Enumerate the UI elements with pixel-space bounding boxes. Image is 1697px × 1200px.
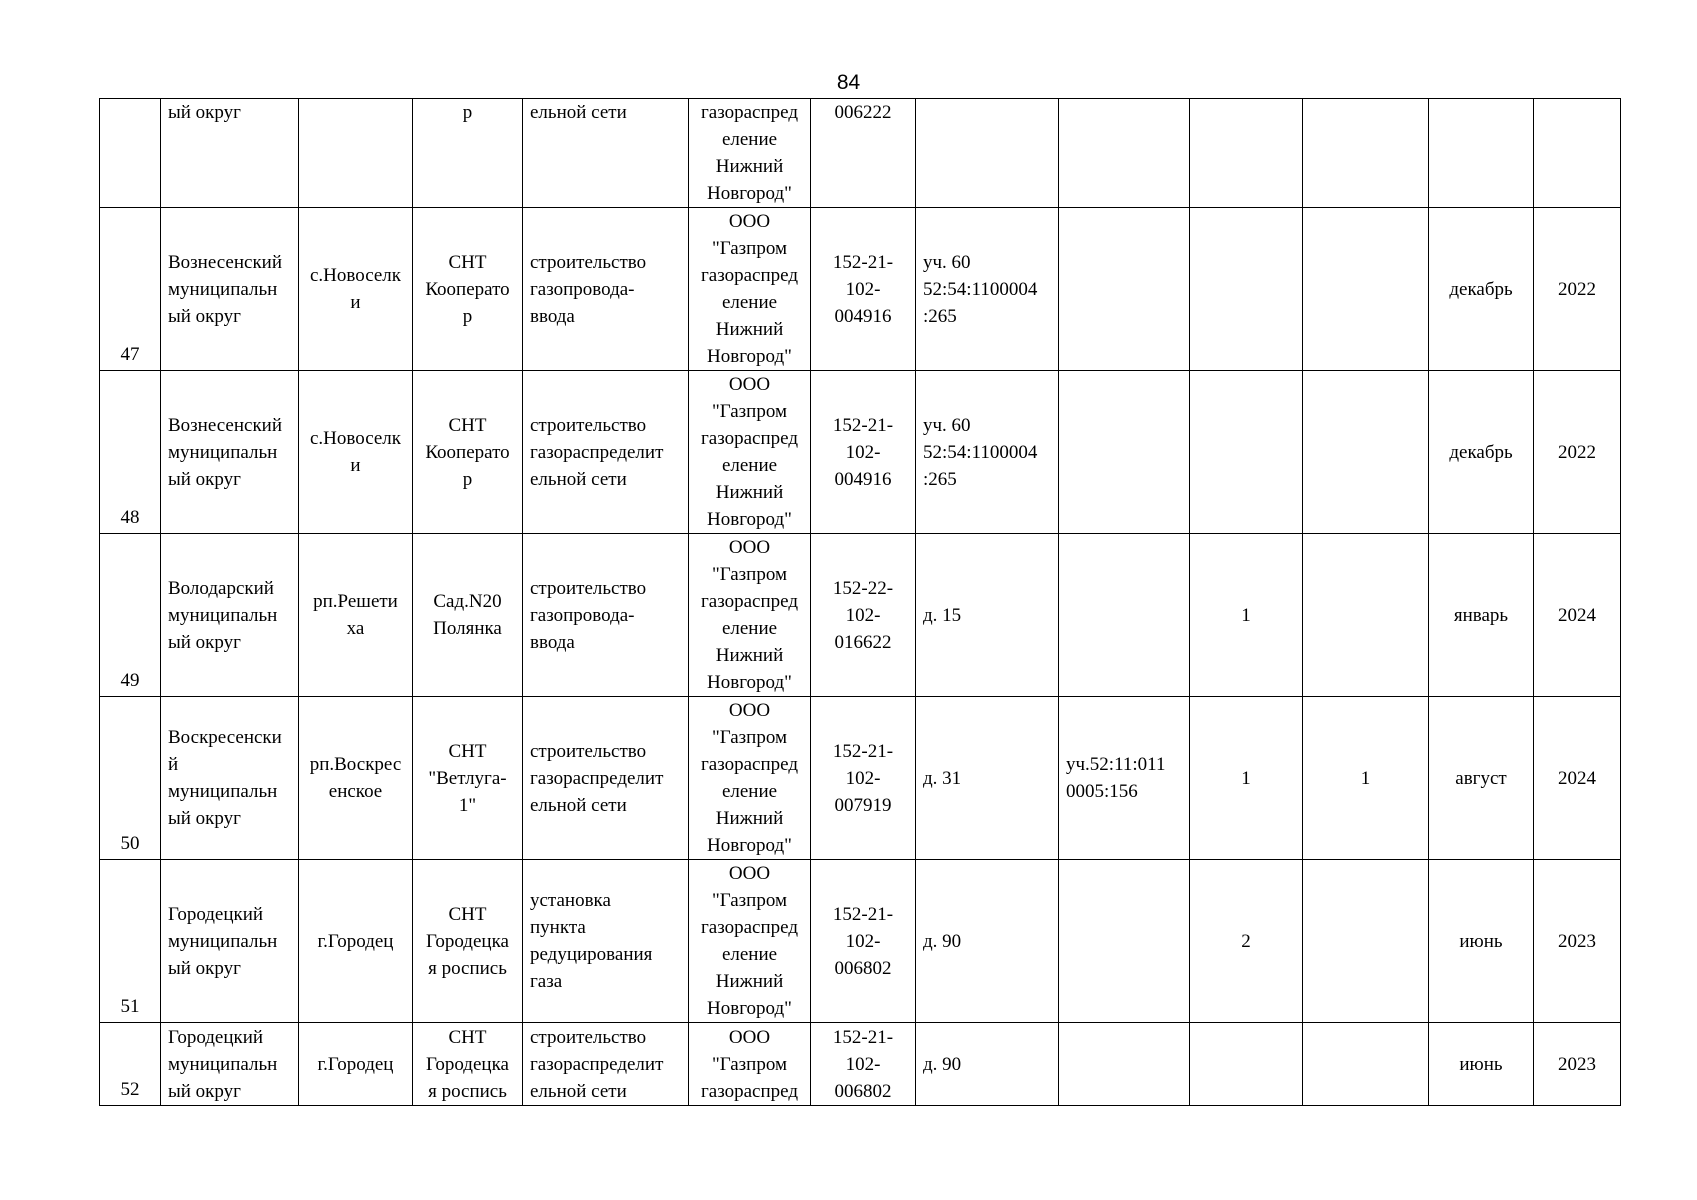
cell-year: 2022 [1534, 371, 1621, 534]
cell-application-code [811, 697, 916, 860]
cell-line: газораспред [700, 265, 798, 286]
cell-organization [689, 99, 811, 208]
cell-line: муниципальн [168, 278, 278, 300]
cell-organization [689, 697, 811, 860]
cell-line: Кооперато [425, 278, 510, 300]
cell-month: январь [1429, 534, 1534, 697]
cell-line: ООО [728, 1026, 771, 1048]
cell-line: енское [328, 781, 383, 802]
cell-line: 152-21- [832, 251, 894, 273]
cell-organization [689, 1023, 811, 1106]
cell-line: газораспределит [530, 767, 664, 789]
cell-snt [413, 1023, 523, 1106]
cell-district [161, 860, 299, 1023]
cell-organization [689, 371, 811, 534]
cell-line: ельной сети [530, 102, 627, 123]
cell-line: уч. 60 [923, 251, 971, 273]
cell-line: строительство [530, 251, 647, 273]
cell-plot [916, 208, 1059, 371]
cell-line: 006222 [834, 102, 892, 123]
cell-line: газораспределит [530, 441, 664, 463]
cell-cadastral [1059, 860, 1190, 1023]
cell-line: газораспред [700, 754, 798, 775]
cell-work-type [523, 208, 689, 371]
cell-application-code [811, 208, 916, 371]
cell-line: 102- [845, 441, 881, 463]
cell-count-2: 1 [1303, 697, 1429, 860]
cell-cadastral [1059, 534, 1190, 697]
cell-work-type [523, 534, 689, 697]
cell-district [161, 1023, 299, 1106]
cell-line: :265 [923, 468, 957, 490]
cell-line: газораспред [700, 1080, 798, 1102]
cell-line: 006802 [834, 1080, 892, 1102]
cell-organization [689, 860, 811, 1023]
cell-line: Городецкий [168, 903, 264, 925]
cell-line: 152-21- [832, 1026, 894, 1048]
cell-row-number [100, 99, 161, 208]
cell-line: СНТ [448, 1026, 487, 1048]
cell-district [161, 208, 299, 371]
table-body [100, 99, 1621, 1106]
cell-line: ООО [728, 537, 771, 558]
cell-count-2 [1303, 1023, 1429, 1106]
cell-settlement [299, 860, 413, 1023]
cell-line: газораспред [700, 428, 798, 449]
cell-count-1 [1190, 371, 1303, 534]
table-row [100, 371, 1621, 534]
cell-row-number: 48 [100, 371, 161, 534]
cell-line: Нижний [715, 971, 784, 992]
cell-line: 016622 [834, 631, 892, 653]
cell-line: Вознесенский [168, 414, 283, 436]
cell-settlement [299, 371, 413, 534]
cell-row-number: 51 [100, 860, 161, 1023]
cell-plot [916, 697, 1059, 860]
cell-line: муниципальн [168, 1053, 278, 1075]
cell-line: 004916 [834, 468, 892, 490]
cell-line: муниципальн [168, 930, 278, 952]
cell-month: декабрь [1429, 371, 1534, 534]
cell-settlement [299, 1023, 413, 1106]
cell-line: газораспределит [530, 1053, 664, 1075]
cell-line: Нижний [715, 156, 784, 177]
cell-year [1534, 99, 1621, 208]
cell-line: д. 31 [923, 767, 962, 789]
cell-month: декабрь [1429, 208, 1534, 371]
cell-application-code [811, 1023, 916, 1106]
cell-district [161, 697, 299, 860]
cell-snt [413, 534, 523, 697]
cell-line: "Газпром [711, 727, 788, 748]
cell-line: редуцирования [530, 944, 653, 965]
cell-line: газопровода- [530, 604, 635, 626]
cell-organization [689, 534, 811, 697]
cell-line: д. 15 [923, 604, 962, 626]
cell-row-number: 52 [100, 1023, 161, 1106]
cell-row-number: 50 [100, 697, 161, 860]
cell-work-type [523, 99, 689, 208]
cell-line: Сад.N20 [433, 591, 502, 612]
cell-line: я роспись [428, 1080, 507, 1102]
cell-line: Вознесенский [168, 251, 283, 273]
cell-line: газопровода- [530, 278, 635, 300]
cell-line: "Газпром [711, 401, 788, 422]
table-row [100, 860, 1621, 1023]
cell-line: Новгород" [707, 998, 792, 1019]
cell-line: 52:54:1100004 [923, 278, 1038, 300]
cell-line: ельной сети [530, 794, 627, 816]
cell-line: 006802 [834, 957, 892, 979]
cell-line: "Газпром [711, 238, 788, 259]
cell-line: "Газпром [711, 564, 788, 585]
cell-line: Новгород" [707, 183, 792, 204]
cell-month [1429, 99, 1534, 208]
cell-line: еление [721, 292, 778, 313]
cell-line: 102- [845, 930, 881, 952]
cell-line: уч.52:11:011 [1066, 754, 1166, 775]
cell-line: еление [721, 781, 778, 802]
cell-year: 2023 [1534, 860, 1621, 1023]
cell-line: ый округ [168, 468, 241, 490]
cell-line: г.Городец [317, 1053, 394, 1075]
cell-month: июнь [1429, 1023, 1534, 1106]
cell-line: строительство [530, 740, 647, 762]
cell-line: 152-21- [832, 414, 894, 436]
cell-line: ввода [530, 305, 575, 327]
cell-application-code [811, 534, 916, 697]
cell-line: г.Городец [317, 930, 394, 952]
cell-line: установка [530, 890, 611, 911]
cell-count-2 [1303, 371, 1429, 534]
cell-line: 007919 [834, 794, 892, 816]
cell-line: Городецкий [168, 1026, 264, 1048]
cell-line: с.Новоселк [309, 428, 402, 449]
cell-line: р [462, 468, 473, 490]
cell-line: "Ветлуга- [428, 767, 507, 789]
cell-line: ый округ [168, 1080, 241, 1102]
cell-line: газа [530, 971, 563, 992]
cell-snt [413, 208, 523, 371]
cell-year: 2024 [1534, 534, 1621, 697]
cell-row-number: 47 [100, 208, 161, 371]
cell-settlement [299, 99, 413, 208]
cell-line: рп.Решети [313, 591, 398, 612]
cell-line: ха [346, 618, 365, 639]
table-row [100, 1023, 1621, 1106]
cell-line: строительство [530, 1026, 647, 1048]
cell-line: 152-22- [832, 577, 894, 599]
cell-line: 102- [845, 767, 881, 789]
table-row [100, 697, 1621, 860]
cell-line: Городецка [426, 930, 509, 952]
cell-line: Володарский [168, 577, 274, 599]
cell-line: газораспред [700, 917, 798, 938]
cell-line: ый округ [168, 305, 241, 327]
cell-count-1 [1190, 99, 1303, 208]
cell-year: 2024 [1534, 697, 1621, 860]
cell-settlement [299, 697, 413, 860]
cell-work-type [523, 371, 689, 534]
cell-count-2 [1303, 860, 1429, 1023]
cell-line: 152-21- [832, 903, 894, 925]
table-row [100, 99, 1621, 208]
cell-line: Нижний [715, 808, 784, 829]
cell-line: СНТ [448, 740, 487, 762]
cell-settlement [299, 208, 413, 371]
cell-line: рп.Воскрес [309, 754, 402, 775]
cell-line: СНТ [448, 414, 487, 436]
cell-year: 2023 [1534, 1023, 1621, 1106]
cell-snt [413, 860, 523, 1023]
cell-count-2 [1303, 208, 1429, 371]
cell-district [161, 371, 299, 534]
cell-line: р [462, 102, 473, 123]
cell-line: строительство [530, 414, 647, 436]
cell-line: Новгород" [707, 835, 792, 856]
cell-count-1: 2 [1190, 860, 1303, 1023]
cell-plot [916, 371, 1059, 534]
cell-line: 102- [845, 1053, 881, 1075]
cell-line: уч. 60 [923, 414, 971, 436]
cell-line: ельной сети [530, 1080, 627, 1102]
cell-line: Новгород" [707, 346, 792, 367]
cell-line: газораспред [700, 102, 798, 123]
cell-month: август [1429, 697, 1534, 860]
page-number: 84 [836, 71, 861, 94]
cell-cadastral [1059, 697, 1190, 860]
cell-line: :265 [923, 305, 957, 327]
cell-line: 004916 [834, 305, 892, 327]
cell-plot [916, 534, 1059, 697]
cell-line: и [350, 292, 361, 313]
cell-line: Нижний [715, 645, 784, 666]
cell-line: р [462, 305, 473, 327]
cell-line: д. 90 [923, 930, 962, 952]
cell-snt [413, 371, 523, 534]
cell-line: пункта [530, 917, 586, 938]
cell-line: 102- [845, 278, 881, 300]
cell-plot [916, 860, 1059, 1023]
cell-line: еление [721, 455, 778, 476]
cell-line: д. 90 [923, 1053, 962, 1075]
cell-count-2 [1303, 534, 1429, 697]
cell-line: 102- [845, 604, 881, 626]
cell-cadastral [1059, 371, 1190, 534]
cell-line: Новгород" [707, 672, 792, 693]
cell-plot [916, 1023, 1059, 1106]
cell-line: ый округ [168, 631, 241, 653]
cell-line: 0005:156 [1066, 781, 1138, 802]
cell-application-code [811, 371, 916, 534]
cell-cadastral [1059, 208, 1190, 371]
cell-year: 2022 [1534, 208, 1621, 371]
cell-line: ООО [728, 374, 771, 395]
cell-line: ООО [728, 700, 771, 721]
cell-line: строительство [530, 577, 647, 599]
cell-line: СНТ [448, 251, 487, 273]
cell-count-1: 1 [1190, 697, 1303, 860]
cell-district [161, 99, 299, 208]
table-row [100, 534, 1621, 697]
cell-line: "Газпром [711, 1053, 788, 1075]
cell-snt [413, 697, 523, 860]
cell-line: Кооперато [425, 441, 510, 463]
cell-line: ый округ [168, 957, 241, 979]
cell-line: с.Новоселк [309, 265, 402, 286]
cell-settlement [299, 534, 413, 697]
cell-month: июнь [1429, 860, 1534, 1023]
cell-row-number: 49 [100, 534, 161, 697]
cell-line: "Газпром [711, 890, 788, 911]
cell-line: ельной сети [530, 468, 627, 490]
cell-line: Новгород" [707, 509, 792, 530]
cell-line: ый округ [168, 808, 241, 829]
cell-line: 52:54:1100004 [923, 441, 1038, 463]
cell-work-type [523, 860, 689, 1023]
cell-line: еление [721, 618, 778, 639]
cell-line: ый округ [168, 102, 241, 123]
cell-line: муниципальн [168, 604, 278, 626]
cell-line: Нижний [715, 482, 784, 503]
cell-work-type [523, 697, 689, 860]
cell-line: Нижний [715, 319, 784, 340]
cell-line: еление [721, 129, 778, 150]
cell-line: 1" [458, 794, 477, 816]
cell-line: СНТ [448, 903, 487, 925]
cell-line: ввода [530, 631, 575, 653]
cell-line: газораспред [700, 591, 798, 612]
cell-line: ООО [728, 863, 771, 884]
cell-line: муниципальн [168, 441, 278, 463]
cell-application-code [811, 860, 916, 1023]
cell-work-type [523, 1023, 689, 1106]
cell-count-2 [1303, 99, 1429, 208]
cell-line: муниципальн [168, 781, 278, 802]
gas-connection-table [99, 98, 1621, 1106]
cell-line: й [168, 754, 179, 775]
table-row [100, 208, 1621, 371]
cell-line: 152-21- [832, 740, 894, 762]
cell-count-1: 1 [1190, 534, 1303, 697]
cell-district [161, 534, 299, 697]
cell-line: я роспись [428, 957, 507, 979]
cell-plot [916, 99, 1059, 208]
cell-count-1 [1190, 208, 1303, 371]
cell-snt [413, 99, 523, 208]
cell-line: Городецка [426, 1053, 509, 1075]
cell-cadastral [1059, 1023, 1190, 1106]
cell-line: Воскресенски [168, 727, 282, 748]
cell-line: и [350, 455, 361, 476]
cell-line: ООО [728, 211, 771, 232]
cell-organization [689, 208, 811, 371]
cell-count-1 [1190, 1023, 1303, 1106]
cell-cadastral [1059, 99, 1190, 208]
cell-line: еление [721, 944, 778, 965]
cell-line: Полянка [433, 618, 502, 639]
cell-application-code [811, 99, 916, 208]
